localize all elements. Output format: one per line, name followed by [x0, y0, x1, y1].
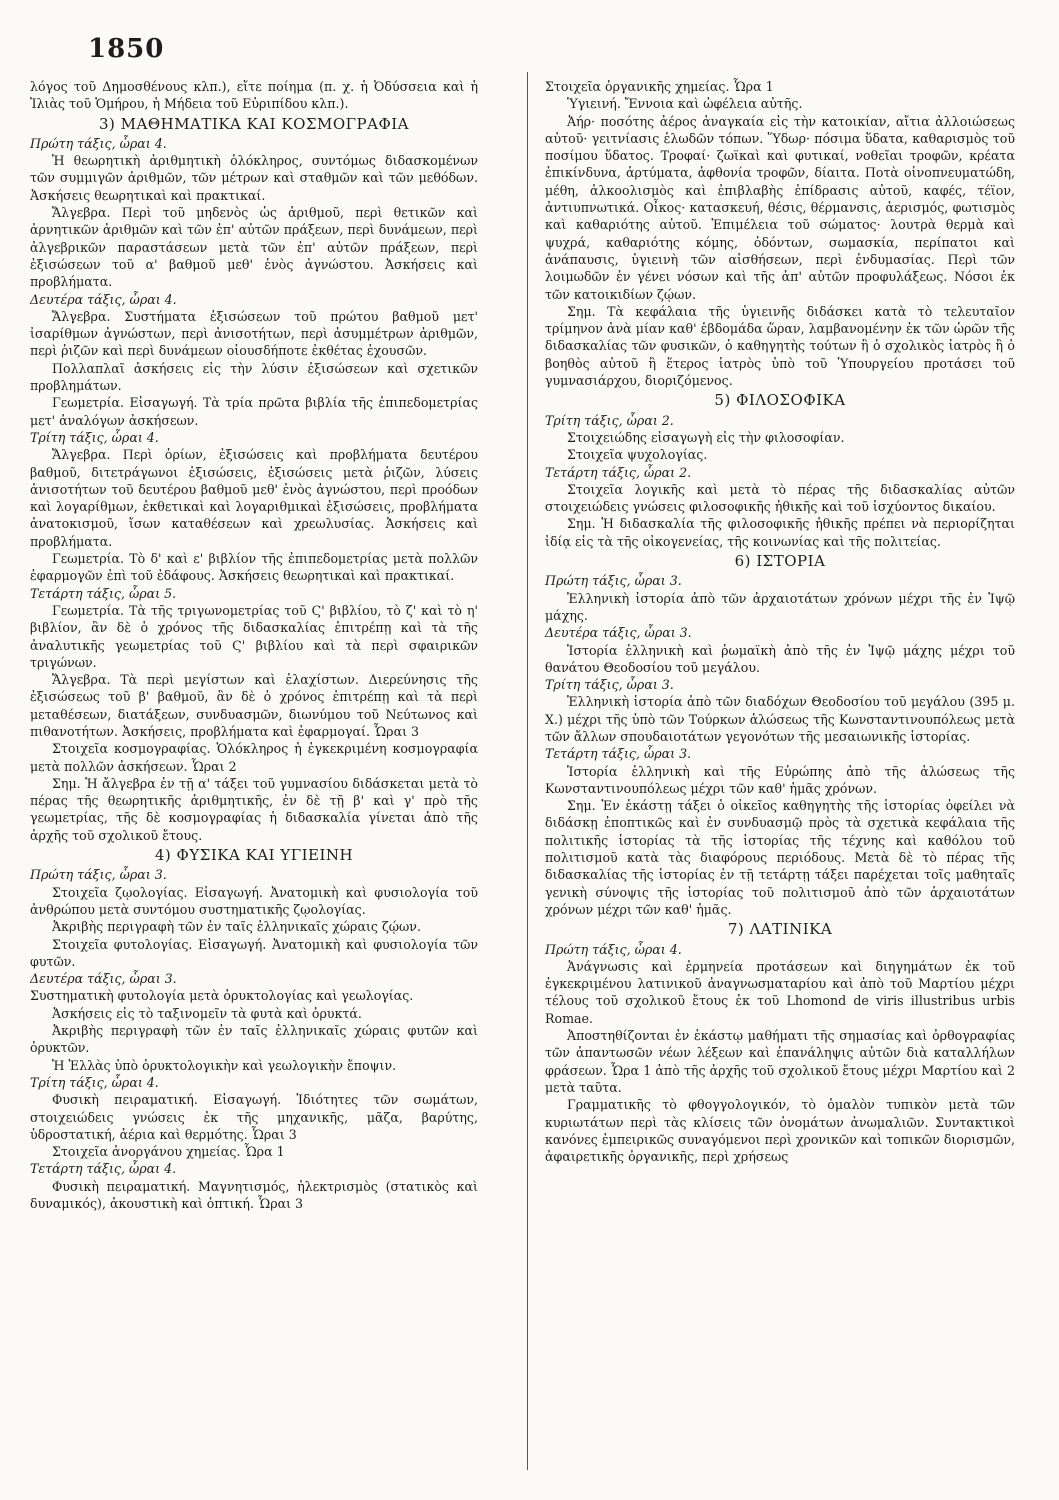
paragraph: Στοιχεῖα ζῳολογίας. Εἰσαγωγή. Ἀνατομικὴ καὶ φυσιολογία τοῦ ἀνθρώπου μετὰ συντόμου συστηματικῆς ζῳολογίας.: [30, 884, 478, 917]
paragraph: Γεωμετρία. Εἰσαγωγή. Τὰ τρία πρῶτα βιβλία τῆς ἐπιπεδομετρίας μετ' ἀναλόγων ἀσκήσεων.: [30, 395, 478, 428]
paragraph: Ἀήρ· ποσότης ἀέρος ἀναγκαία εἰς τὴν κατοικίαν, αἴτια ἀλλοιώσεως αὐτοῦ· γειτνίασις ἑλωδῶν τόπων. Ὕδωρ· πόσιμα ὕδατα, καθαρισμὸς τοῦ ποσίμου ὕδατος. Τροφαί· ζωϊκαὶ καὶ φυτικαί, νοθεῖαι τροφῶν, κρέατα ἐπικίνδυνα, ἀρτύματα, ἀφθονία τροφῶν, δίαιτα. Ποτὰ οἰνοπνευματώδη, μέθη, ἀλκοολισμὸς καὶ ἐπιβλαβὴς ἐπίδρασις αὐτοῦ, καφές, τέϊον, ἀντιυπνωτικά. Οἶκος· κατασκευή, θέσις, θέρμανσις, ἀερισμός, φωτισμὸς καὶ καθαριότης αὐτοῦ. Ἐπιμέλεια τοῦ σώματος· λουτρὰ θερμὰ καὶ ψυχρά, καθαριότης κόμης, ὀδόντων, σωμασκία, περίπατοι καὶ ἀνάπαυσις, ὑγιεινὴ τῶν αἰσθήσεων, περὶ ἐνδυμασίας. Περὶ τῶν λοιμωδῶν ἐν γένει νόσων καὶ τῆς ἀπ' αὐτῶν προφυλάξεως. Νόσοι ἐκ τῶν κατοικιδίων ζῴων.: [545, 113, 1015, 302]
paragraph: Στοιχεῖα λογικῆς καὶ μετὰ τὸ πέρας τῆς διδασκαλίας αὐτῶν στοιχειώδεις γνώσεις φιλοσοφικῆς ἠθικῆς καὶ τοῦ ἰσχύοντος δικαίου.: [545, 481, 1015, 515]
paragraph: Σημ. Ἡ διδασκαλία τῆς φιλοσοφικῆς ἠθικῆς πρέπει νὰ περιορίζηται ἰδίᾳ εἰς τὰ τῆς οἰκογενείας, τῆς κοινωνίας καὶ τῆς πολιτείας.: [545, 516, 1015, 549]
paragraph: Ἀποστηθίζονται ἐν ἑκάστῳ μαθήματι τῆς σημασίας καὶ ὀρθογραφίας τῶν ἀπαντωσῶν νέων λέξεων καὶ ἐπανάληψις αὐτῶν διὰ καταλλήλων φράσεων. Ὧρα 1 ἀπὸ τῆς ἀρχῆς τοῦ σχολικοῦ ἔτους μέχρι Μαρτίου καὶ 2 μετὰ ταῦτα.: [545, 1028, 1015, 1095]
paragraph: Γεωμετρία. Τὸ δ' καὶ ε' βιβλίον τῆς ἐπιπεδομετρίας μετὰ πολλῶν ἐφαρμογῶν ἐπὶ τοῦ ἐδάφους. Ἀσκήσεις θεωρητικαὶ καὶ πρακτικαί.: [30, 551, 478, 584]
paragraph: Στοιχεῖα φυτολογίας. Εἰσαγωγή. Ἀνατομικὴ καὶ φυσιολογία τῶν φυτῶν.: [30, 936, 478, 969]
class-heading: Πρώτη τάξις, ὧραι 3.: [30, 867, 167, 883]
paragraph: Στοιχεῖα ψυχολογίας.: [567, 447, 708, 463]
class-heading: Τετάρτη τάξις, ὧραι 4.: [30, 1161, 177, 1177]
paragraph: Ἄλγεβρα. Περὶ ὁρίων, ἐξισώσεις καὶ προβλήματα δευτέρου βαθμοῦ, διτετράγωνοι ἐξισώσεις, ἐξισώσεις μετὰ ῥιζῶν, λύσεις ἀνισοτήτων τοῦ δευτέρου βαθμοῦ μεθ' ἑνὸς ἀγνώστου, περὶ προόδων καὶ λογαρίθμων, ἐκθετικαὶ καὶ λογαριθμικαὶ ἐξισώσεις, προβλήματα ἀνατοκισμοῦ, ἴσων καταθέσεων καὶ χρεωλυσίας. Ἀσκήσεις καὶ προβλήματα.: [30, 447, 478, 549]
page-number: 1850: [88, 34, 165, 64]
class-heading: Τρίτη τάξις, ὧραι 4.: [30, 1074, 159, 1090]
paragraph: Ἀνάγνωσις καὶ ἑρμηνεία προτάσεων καὶ διηγημάτων ἐκ τοῦ ἐγκεκριμένου λατινικοῦ ἀναγνωσματαρίου καὶ ἀπὸ τοῦ Μαρτίου μέχρι τέλους τοῦ σχολικοῦ ἔτους ἐκ τοῦ Lhomond de viris illustribus urbis Romae.: [545, 958, 1015, 1026]
class-heading: Δευτέρα τάξις, ὧραι 3.: [545, 625, 692, 641]
class-heading: Δευτέρα τάξις, ὧραι 3.: [30, 971, 177, 987]
paragraph: Ἄλγεβρα. Περὶ τοῦ μηδενὸς ὡς ἀριθμοῦ, περὶ θετικῶν καὶ ἀρνητικῶν ἀριθμῶν καὶ τῶν ἐπ' αὐτῶν πράξεων, περὶ δυνάμεων, περὶ ἀλγεβρικῶν παραστάσεων μετὰ τῶν ἐπ' αὐτῶν πράξεων, περὶ ἐξισώσεων τοῦ α' βαθμοῦ μεθ' ἑνὸς ἀγνώστου. Ἀσκήσεις καὶ προβλήματα.: [30, 205, 478, 290]
paragraph: Πολλαπλαῖ ἀσκήσεις εἰς τὴν λύσιν ἐξισώσεων καὶ σχετικῶν προβλημάτων.: [30, 360, 478, 394]
section-heading: 5) ΦΙΛΟΣΟΦΙΚΑ: [714, 391, 846, 410]
paragraph: Σημ. Ἐν ἑκάστῃ τάξει ὁ οἰκεῖος καθηγητὴς τῆς ἱστορίας ὀφείλει νὰ διδάσκῃ ἐποπτικῶς καὶ ἐν συνδυασμῷ πρὸς τὰ σχετικὰ κεφάλαια τῆς πολιτικῆς ἱστορίας τὰ τῆς ἱστορίας τῆς τέχνης καὶ καθόλου τοῦ πολιτισμοῦ κατὰ τὰς διαφόρους περιόδους. Μετὰ δὲ τὸ πέρας τῆς διδασκαλίας τῆς ἱστορίας ἐν τῇ τετάρτῃ τάξει παρέχεται τοῖς μαθηταῖς γενικὴ σύνοψις τῆς ἱστορίας τοῦ πολιτισμοῦ ἀπὸ τῶν ἀρχαιοτάτων χρόνων μέχρι τῶν καθ' ἡμᾶς.: [545, 798, 1015, 917]
class-heading: Τετάρτη τάξις, ὧραι 2.: [545, 464, 692, 480]
section-heading: 4) ΦΥΣΙΚΑ ΚΑΙ ΥΓΙΕΙΝΗ: [154, 846, 354, 865]
paragraph: Στοιχεῖα ὀργανικῆς χημείας. Ὧρα 1: [545, 79, 774, 94]
left-column: [30, 78, 478, 1212]
paragraph: Ἑλληνικὴ ἱστορία ἀπὸ τῶν ἀρχαιοτάτων χρόνων μέχρι τῆς ἐν Ἰψῷ μάχης.: [545, 590, 1015, 623]
class-heading: Τρίτη τάξις, ὧραι 4.: [30, 429, 159, 445]
paragraph: Ἀκριβὴς περιγραφὴ τῶν ἐν ταῖς ἑλληνικαῖς χώραις φυτῶν καὶ ὀρυκτῶν.: [30, 1023, 478, 1056]
right-column: [545, 78, 1015, 1165]
paragraph: Γραμματικῆς τὸ φθογγολογικόν, τὸ ὁμαλὸν τυπικὸν μετὰ τῶν κυριωτάτων περὶ τὰς κλίσεις τῶν ὀνομάτων ἀνωμαλιῶν. Συντακτικοὶ κανόνες ἐμπειρικῶς συναγόμενοι περὶ χρονικῶν καὶ τοπικῶν διορισμῶν, ἀφαιρετικῆς ὀργανικῆς, περὶ χρήσεως: [545, 1097, 1015, 1165]
paragraph: Στοιχεῖα ἀνοργάνου χημείας. Ὧρα 1: [52, 1144, 285, 1160]
paragraph: Ἡ Ἑλλὰς ὑπὸ ὀρυκτολογικὴν καὶ γεωλογικὴν ἔποψιν.: [52, 1057, 397, 1073]
class-heading: Πρώτη τάξις, ὧραι 4.: [30, 135, 167, 151]
class-heading: Δευτέρα τάξις, ὧραι 4.: [30, 291, 177, 307]
class-heading: Τετάρτη τάξις, ὧραι 5.: [30, 585, 177, 601]
paragraph: Ἱστορία ἑλληνικὴ καὶ τῆς Εὐρώπης ἀπὸ τῆς ἁλώσεως τῆς Κωνσταντινουπόλεως μέχρι τῶν καθ' ἡμᾶς χρόνων.: [545, 763, 1015, 796]
paragraph: Γεωμετρία. Τὰ τῆς τριγωνομετρίας τοῦ Ϛ' βιβλίου, τὸ ζ' καὶ τὸ η' βιβλίον, ἂν δὲ ὁ χρόνος τῆς διδασκαλίας ἐπιτρέπῃ καὶ τὰ τῆς ἀναλυτικῆς γεωμετρίας τοῦ Ϛ' βιβλίου καὶ τὰ περὶ σφαιρικῶν τριγώνων.: [30, 602, 478, 670]
class-heading: Πρώτη τάξις, ὧραι 3.: [545, 573, 682, 589]
paragraph: λόγος τοῦ Δημοσθένους κλπ.), εἴτε ποίημα (π. χ. ἡ Ὀδύσσεια καὶ ἡ Ἰλιὰς τοῦ Ὁμήρου, ἡ Μήδεια τοῦ Εὐριπίδου κλπ.).: [30, 79, 478, 112]
paragraph: Ὑγιεινή. Ἔννοια καὶ ὠφέλεια αὐτῆς.: [567, 96, 803, 112]
paragraph: Ἀσκήσεις εἰς τὸ ταξινομεῖν τὰ φυτὰ καὶ ὀρυκτά.: [52, 1005, 362, 1021]
section-heading: 7) ΛΑΤΙΝΙΚΑ: [727, 920, 833, 939]
class-heading: Τετάρτη τάξις, ὧραι 3.: [545, 746, 692, 762]
class-heading: Τρίτη τάξις, ὧραι 3.: [545, 677, 674, 693]
paragraph: Ἄλγεβρα. Συστήματα ἐξισώσεων τοῦ πρώτου βαθμοῦ μετ' ἰσαρίθμων ἀγνώστων, περὶ ἀνισοτήτων, περὶ ἀσυμμέτρων ἀριθμῶν, περὶ ῥιζῶν καὶ περὶ δυνάμεων οἱουσδήποτε ἐκθέτας ἐχουσῶν.: [30, 308, 478, 359]
paragraph: Ἡ θεωρητικὴ ἀριθμητικὴ ὁλόκληρος, συντόμως διδασκομένων τῶν συμμιγῶν ἀριθμῶν, τῶν μέτρων καὶ σταθμῶν καὶ τῶν μεθόδων. Ἀσκήσεις θεωρητικαὶ καὶ πρακτικαί.: [30, 153, 478, 203]
paragraph: Ἱστορία ἑλληνικὴ καὶ ῥωμαϊκὴ ἀπὸ τῆς ἐν Ἰψῷ μάχης μέχρι τοῦ θανάτου Θεοδοσίου τοῦ μεγάλου.: [545, 642, 1015, 675]
paragraph: Ἀκριβὴς περιγραφὴ τῶν ἐν ταῖς ἑλληνικαῖς χώραις ζῴων.: [52, 919, 421, 935]
section-heading: 6) ΙΣΤΟΡΙΑ: [734, 552, 826, 571]
class-heading: Πρώτη τάξις, ὧραι 4.: [545, 941, 682, 957]
paragraph: Στοιχεῖα κοσμογραφίας. Ὁλόκληρος ἡ ἐγκεκριμένη κοσμογραφία μετὰ πολλῶν ἀσκήσεων. Ὧραι 2: [30, 741, 478, 774]
paragraph: Φυσικὴ πειραματική. Μαγνητισμός, ἠλεκτρισμὸς (στατικὸς καὶ δυναμικός), ἀκουστικὴ καὶ ὀπτική. Ὧραι 3: [30, 1178, 478, 1211]
paragraph: Στοιχειώδης εἰσαγωγὴ εἰς τὴν φιλοσοφίαν.: [567, 429, 845, 445]
paragraph: Ἄλγεβρα. Τὰ περὶ μεγίστων καὶ ἐλαχίστων. Διερεύνησις τῆς ἐξισώσεως τοῦ β' βαθμοῦ, ἂν δὲ ὁ χρόνος ἐπιτρέπῃ καὶ τὰ περὶ μεταθέσεων, διατάξεων, συνδυασμῶν, διωνύμου τοῦ Νεύτωνος καὶ πιθανοτήτων. Ἀσκήσεις, προβλήματα καὶ ἐφαρμογαί. Ὧραι 3: [30, 672, 478, 739]
paragraph: Σημ. Ἡ ἄλγεβρα ἐν τῇ α' τάξει τοῦ γυμνασίου διδάσκεται μετὰ τὸ πέρας τῆς θεωρητικῆς ἀριθμητικῆς, ἐν δὲ τῇ β' καὶ γ' πρὸ τῆς γεωμετρίας, τῆς δὲ κοσμογραφίας ἡ διδασκαλία γίνεται ἀπὸ τῆς ἀρχῆς τοῦ σχολικοῦ ἔτους.: [30, 775, 478, 843]
column-divider: [527, 72, 528, 1470]
class-heading: Τρίτη τάξις, ὧραι 2.: [545, 412, 674, 428]
paragraph: Συστηματικὴ φυτολογία μετὰ ὀρυκτολογίας καὶ γεωλογίας.: [30, 988, 414, 1004]
paragraph: Σημ. Τὰ κεφάλαια τῆς ὑγιεινῆς διδάσκει κατὰ τὸ τελευταῖον τρίμηνον ἀνὰ μίαν καθ' ἑβδομάδα ὥραν, λαμβανομένην ἐκ τῶν ὡρῶν τῆς διδασκαλίας τῶν φυσικῶν, ὁ καθηγητὴς τούτων ἢ ὁ σχολικὸς ἰατρὸς ἢ ὁ βοηθὸς αὐτοῦ ἢ ἕτερος ἰατρὸς ὑπὸ τοῦ Ὑπουργείου προτάσει τοῦ γυμνασιάρχου, διοριζόμενος.: [545, 303, 1015, 389]
section-heading: 3) ΜΑΘΗΜΑΤΙΚΑ ΚΑΙ ΚΟΣΜΟΓΡΑΦΙΑ: [98, 114, 410, 133]
paragraph: Ἑλληνικὴ ἱστορία ἀπὸ τῶν διαδόχων Θεοδοσίου τοῦ μεγάλου (395 μ. Χ.) μέχρι τῆς ὑπὸ τῶν Τούρκων ἁλώσεως τῆς Κωνσταντινουπόλεως μετὰ τῶν ἄλλων σπουδαιοτάτων γεγονότων τῆς μεσαιωνικῆς ἱστορίας.: [545, 694, 1015, 744]
paragraph: Φυσικὴ πειραματική. Εἰσαγωγή. Ἰδιότητες τῶν σωμάτων, στοιχειώδεις γνώσεις ἐκ τῆς μηχανικῆς, μᾶζα, βαρύτης, ὑδροστατική, ἀέρια καὶ θερμότης. Ὧραι 3: [30, 1092, 478, 1142]
